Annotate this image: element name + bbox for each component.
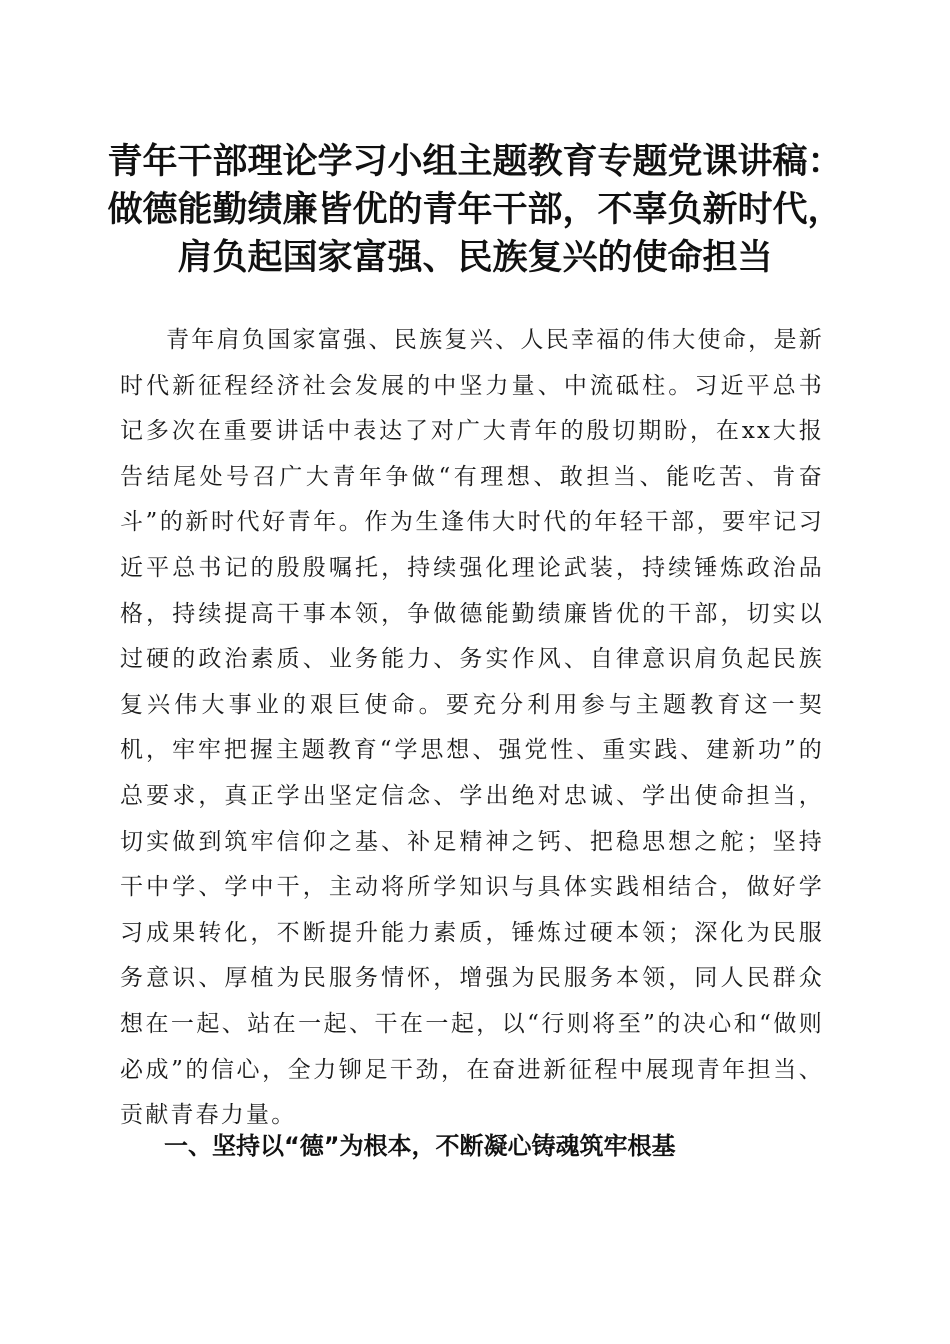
section-heading: 一、坚持以“德”为根本，不断凝心铸魂筑牢根基 [164,1132,676,1160]
title-line-3: 肩负起国家富强、民族复兴的使命担当 [177,237,773,278]
title-line-2: 做德能勤绩廉皆优的青年干部，不辜负新时代， [107,189,843,230]
document-title [100,138,850,282]
body-paragraph: 青年肩负国家富强、民族复兴、人民幸福的伟大使命，是新时代新征程经济社会发展的中坚力量、中流砥柱。习近平总书记多次在重要讲话中表达了对广大青年的殷切期盼，在xx大报告结尾处号召广大青年争做“有理想、敢担当、能吃苦、肯奋斗”的新时代好青年。作为生逢伟大时代的年轻干部，要牢记习近平总书记的殷殷嘱托，持续强化理论武装，持续锤炼政治品格，持续提高干事本领，争做德能勤绩廉皆优的干部，切实以过硬的政治素质、业务能力、务实作风、自律意识肩负起民族复兴伟大事业的艰巨使命。要充分利用参与主题教育这一契机，牢牢把握主题教育“学思想、强党性、重实践、建新功”的总要求，真正学出坚定信念、学出绝对忠诚、学出使命担当，切实做到筑牢信仰之基、补足精神之钙、把稳思想之舵；坚持干中学、学中干，主动将所学知识与具体实践相结合，做好学习成果转化，不断提升能力素质，锤炼过硬本领；深化为民服务意识、厚植为民服务情怀，增强为民服务本领，同人民群众想在一起、站在一起、干在一起，以“行则将至”的决心和“做则必成”的信心，全力铆足干劲，在奋进新征程中展现青年担当、贡献青春力量。 [120,327,824,1129]
title-line-1: 青年干部理论学习小组主题教育专题党课讲稿： [107,141,843,182]
